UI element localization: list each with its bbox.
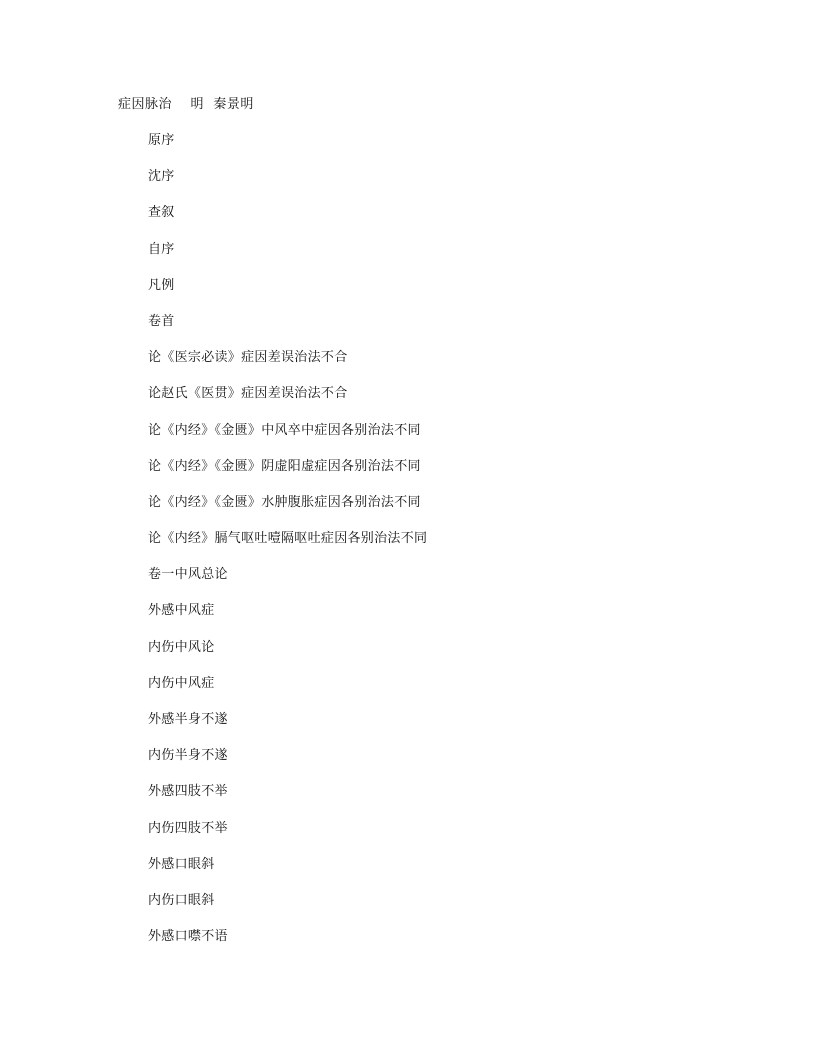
toc-item[interactable]: 外感四肢不举 [148,784,228,800]
toc-item[interactable]: 自序 [148,241,175,257]
toc-item[interactable]: 查叙 [148,205,175,221]
toc-item[interactable]: 论《内经》《金匮》阴虚阳虚症因各别治法不同 [148,458,421,474]
toc-item[interactable]: 沈序 [148,169,175,185]
document-title-line [118,97,254,113]
table-of-contents [148,133,427,965]
toc-item[interactable]: 内伤口眼斜 [148,892,215,908]
book-title: 症因脉治 [118,97,173,112]
toc-item[interactable]: 卷首 [148,313,175,329]
toc-item[interactable]: 内伤中风症 [148,675,215,691]
toc-item[interactable]: 卷一中风总论 [148,567,228,583]
toc-item[interactable]: 外感口噤不语 [148,929,228,945]
dynasty: 明 [190,97,205,112]
toc-item[interactable]: 外感半身不遂 [148,712,228,727]
toc-item[interactable]: 论赵氏《医贯》症因差误治法不合 [148,386,348,402]
toc-item[interactable]: 外感口眼斜 [148,856,215,872]
toc-item[interactable]: 内伤半身不遂 [148,748,228,764]
toc-item[interactable]: 内伤四肢不举 [148,820,228,836]
toc-item[interactable]: 论《医宗必读》症因差误治法不合 [148,350,348,366]
author: 秦景明 [213,97,254,112]
toc-item[interactable]: 原序 [148,133,175,148]
toc-item[interactable]: 外感中风症 [148,603,215,619]
toc-item[interactable]: 论《内经》《金匮》水肿腹胀症因各别治法不同 [148,494,421,510]
toc-item[interactable]: 内伤中风论 [148,639,215,655]
toc-item[interactable]: 论《内经》膈气呕吐噎隔呕吐症因各别治法不同 [148,531,428,547]
toc-item[interactable]: 论《内经》《金匮》中风卒中症因各别治法不同 [148,422,421,438]
toc-item[interactable]: 凡例 [148,277,175,293]
